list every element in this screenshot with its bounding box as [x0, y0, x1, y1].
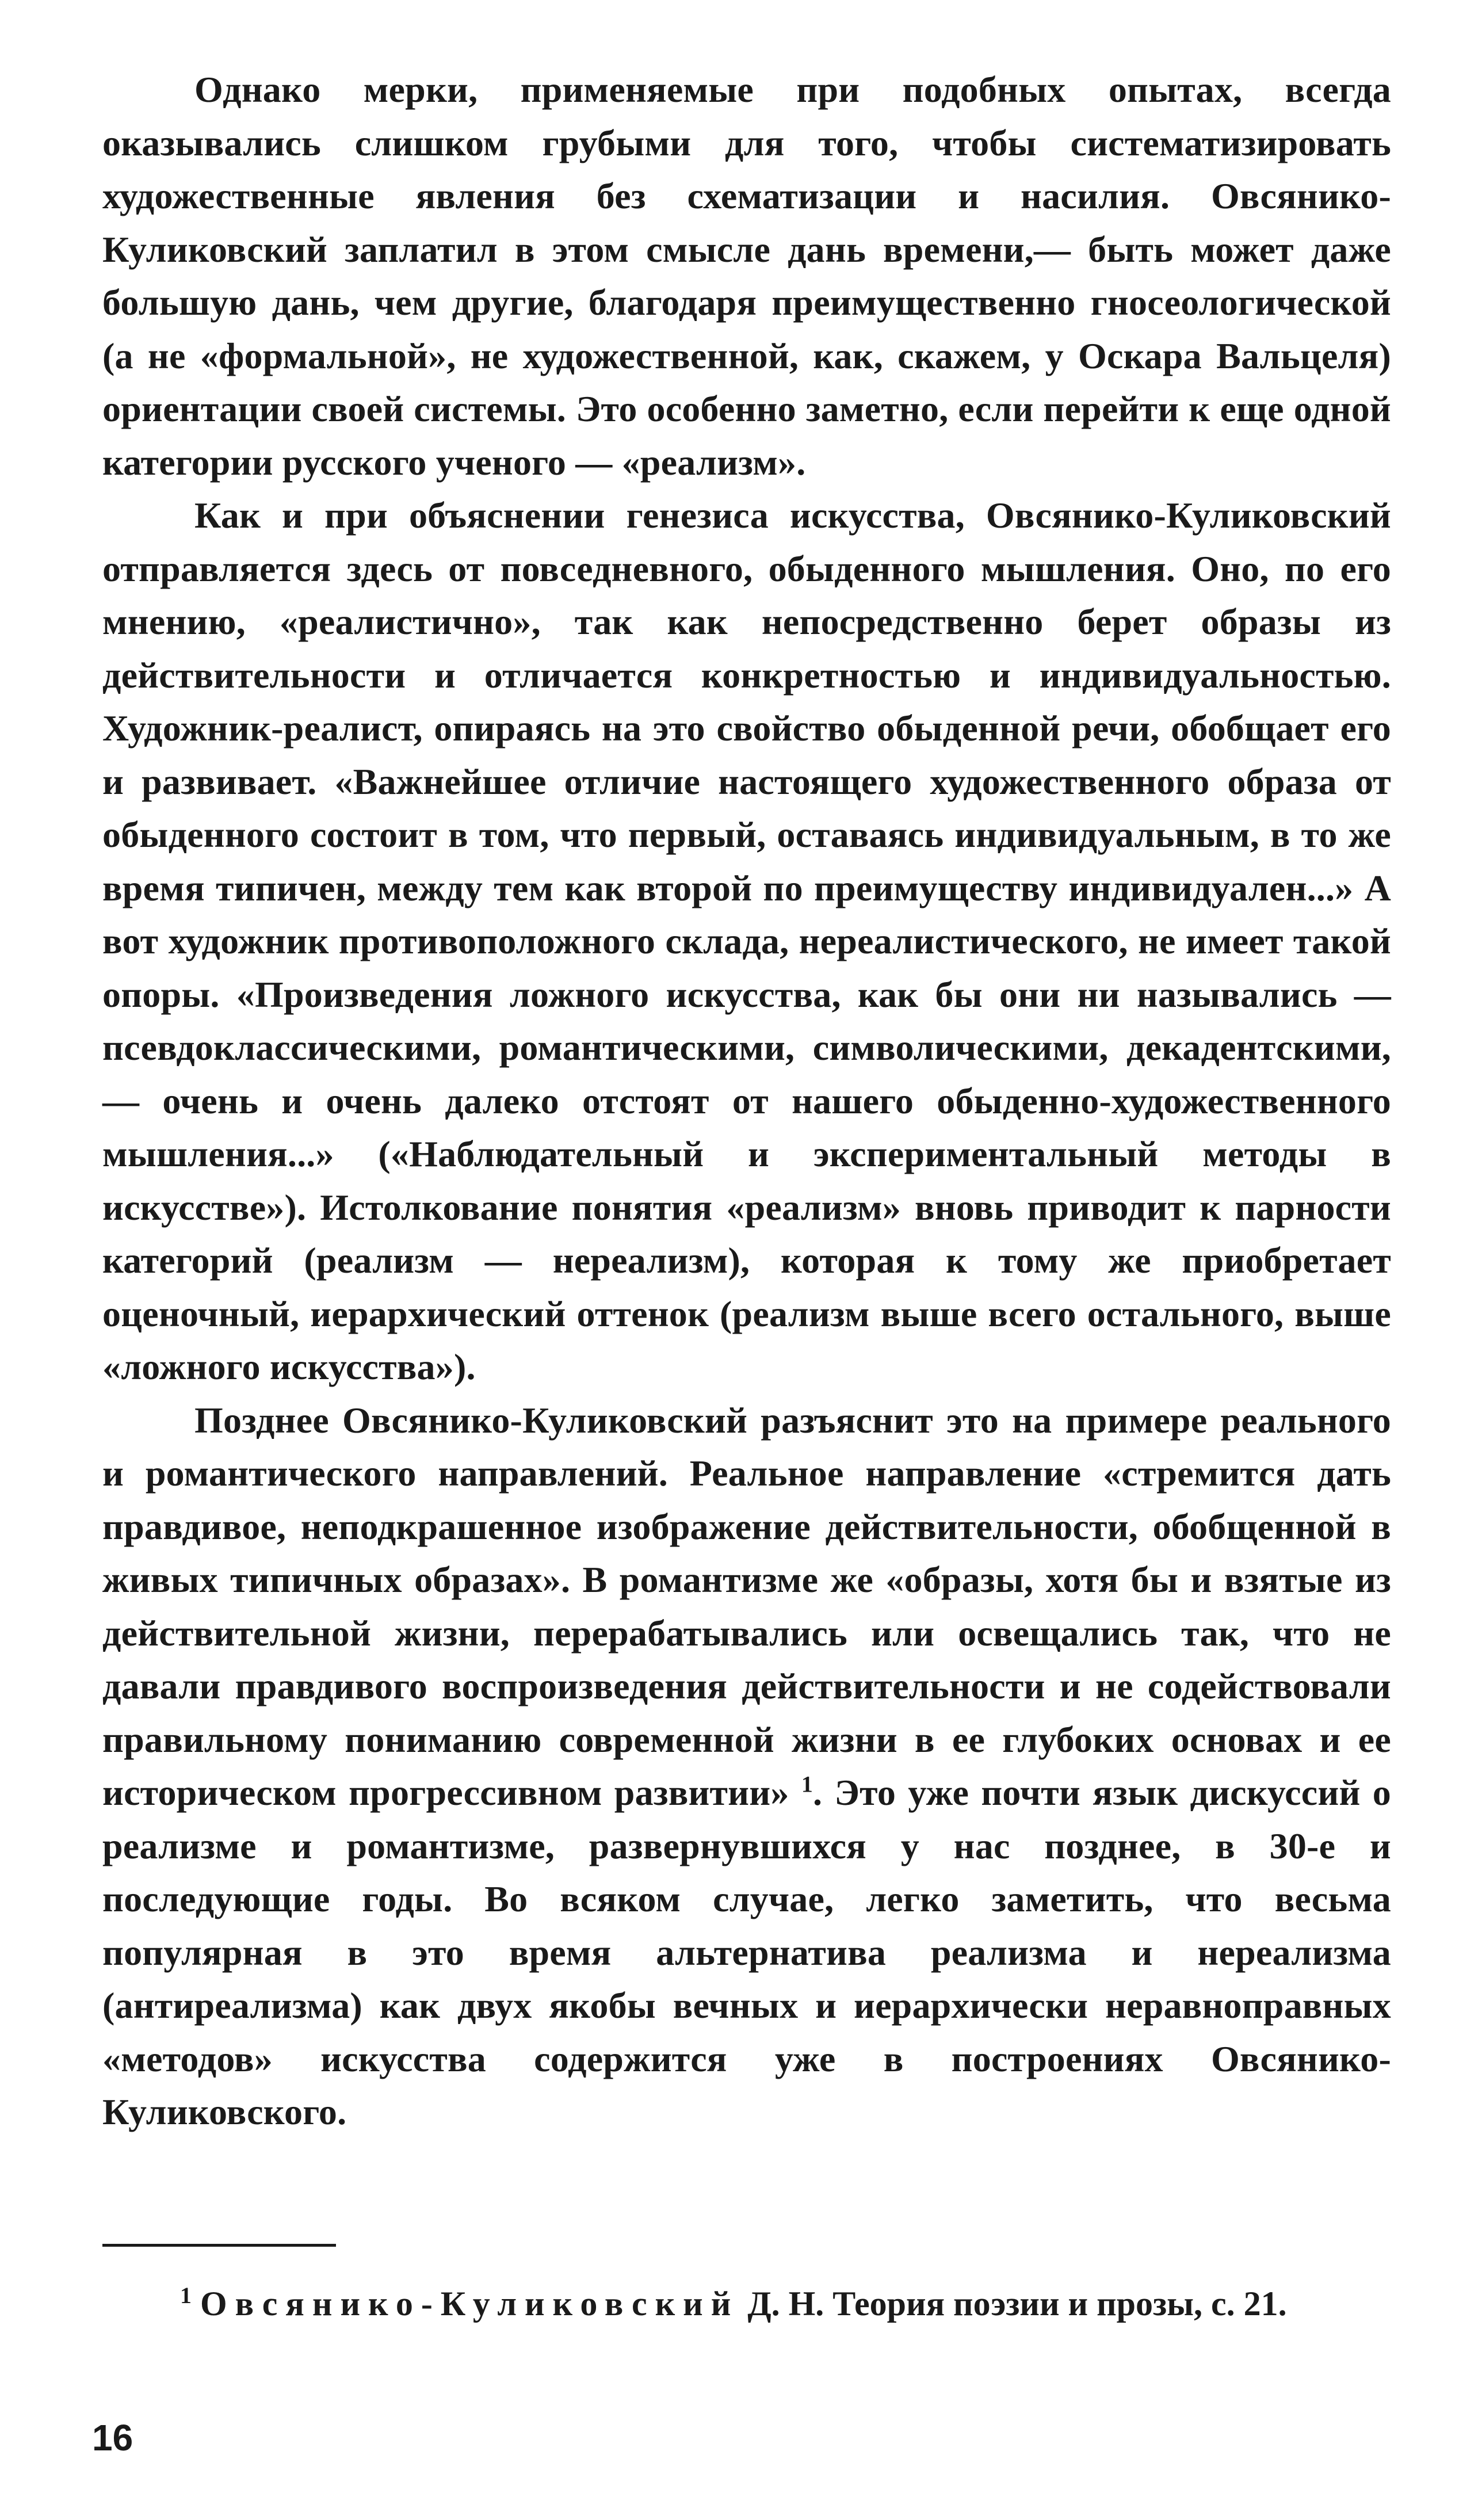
footnote-marker: 1: [180, 2282, 192, 2308]
page-number: 16: [92, 2417, 133, 2458]
paragraph-1: Однако мерки, применяемые при подобных опытах, всегда оказывались слишком грубыми для того, чтобы систематизировать художественные явления без схематизации и насилия. Овсянико-Куликовский заплатил в этом смысле дань времени,— быть может даже большую дань, чем другие, благодаря преимущественно гносеологической (а не «формальной», не художественной, как, скажем, у Оскара Вальцеля) ориентации своей системы. Это особенно заметно, если перейти к еще одной категории русского ученого — «реализм».: [102, 69, 1391, 483]
paragraph-3-text-after-note: . Это уже почти язык дискуссий о реализме и романтизме, развернувшихся у нас позднее, в 30-е и последующие годы. Во всяком случае, легко заметить, что весьма популярная в это время альтернатива реализма и нереализма (антиреализма) как двух якобы вечных и иерархически неравноправных «методов» искусства содержится уже в построениях Овсянико-Куликовского.: [102, 1772, 1391, 2132]
main-text: [102, 63, 1391, 2139]
footnote: [102, 2277, 1391, 2330]
paragraph-3-text-before-note: Позднее Овсянико-Куликовский разъяснит это на примере реального и романтического направлений. Реальное направление «стремится дать правдивое, неподкрашенное изображение действительности, обобщенной в живых типичных образах». В романтизме же «образы, хотя бы и взятые из действительной жизни, перерабатывались или освещались так, что не давали правдивого воспроизведения действительности и не содействовали правильному пониманию современной жизни в ее глубоких основах и ее историческом прогрессивном развитии»: [102, 1399, 1391, 1813]
footnote-text: Д. Н. Теория поэзии и прозы, с. 21.: [739, 2285, 1287, 2323]
paragraph-3: [102, 1394, 1391, 2139]
footnote-reference-marker: 1: [801, 1771, 813, 1797]
footnote-author: Овсянико-Куликовский: [200, 2285, 739, 2323]
footnote-divider: [102, 2244, 336, 2247]
paragraph-2: Как и при объяснении генезиса искусства, Овсянико-Куликовский отправляется здесь от повседневного, обыденного мышления. Оно, по его мнению, «реалистично», так как непосредственно берет образы из действительности и отличается конкретностью и индивидуальностью. Художник-реалист, опираясь на это свойство обыденной речи, обобщает его и развивает. «Важнейшее отличие настоящего художественного образа от обыденного состоит в том, что первый, оставаясь индивидуальным, в то же время типичен, между тем как второй по преимуществу индивидуален...» А вот художник противоположного склада, нереалистического, не имеет такой опоры. «Произведения ложного искусства, как бы они ни назывались — псевдоклассическими, романтическими, символическими, декадентскими, — очень и очень далеко отстоят от нашего обыденно-художественного мышления...» («Наблюдательный и экспериментальный методы в искусстве»). Истолкование понятия «реализм» вновь приводит к парности категорий (реализм — нереализм), которая к тому же приобретает оценочный, иерархический оттенок (реализм выше всего остального, выше «ложного искусства»).: [102, 495, 1391, 1387]
